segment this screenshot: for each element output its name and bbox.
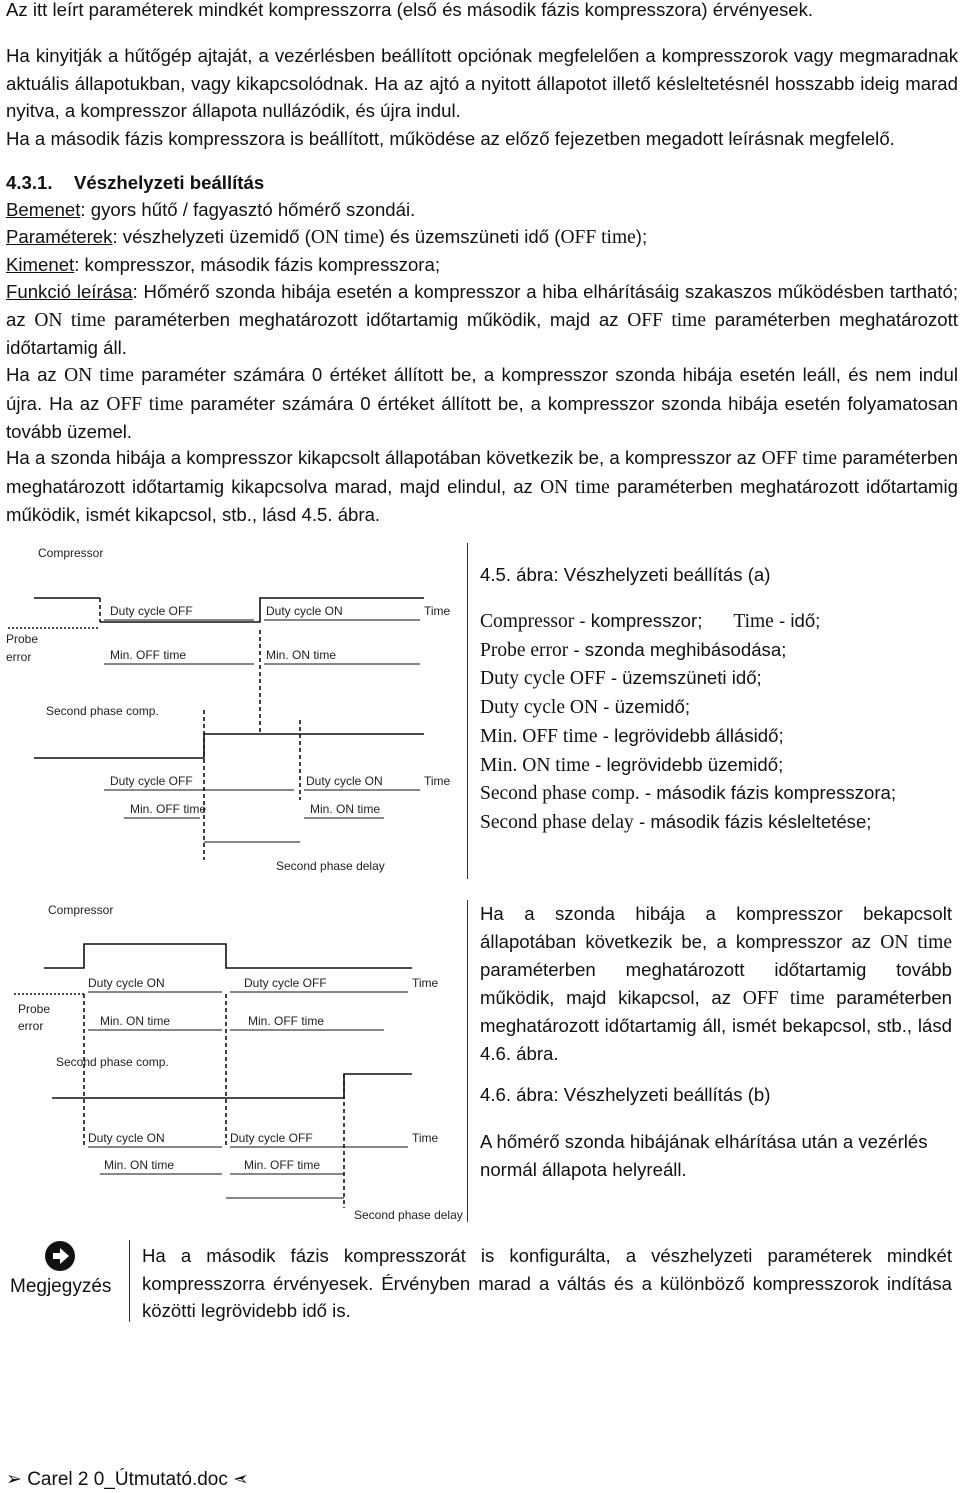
legend-desc: - második fázis kompresszora; bbox=[639, 782, 897, 804]
input-text: : gyors hűtő / fagyasztó hőmérő szondái. bbox=[80, 199, 416, 220]
legend-item bbox=[480, 636, 960, 665]
probe-error-label: error bbox=[18, 1019, 44, 1033]
duty-cycle-off-label: Duty cycle OFF bbox=[230, 1131, 313, 1145]
legend-desc: - legrövidebb üzemidő; bbox=[589, 753, 784, 775]
params-label: Paraméterek bbox=[6, 226, 113, 247]
note-text: Ha a második fázis kompresszorát is konfigurálta, a vészhelyzeti paraméterek mindkét kompresszorra érvényesek. Érvényben marad a váltás és a különböző kompresszorok indítása közötti legrövidebb idő is. bbox=[142, 1245, 952, 1321]
on-time-term: ON time bbox=[310, 227, 379, 248]
figure-a-legend bbox=[480, 607, 960, 837]
params-text: : vészhelyzeti üzemidő ( bbox=[112, 226, 311, 247]
zero-value-paragraph bbox=[6, 361, 958, 446]
legend-term: Duty cycle ON bbox=[480, 697, 599, 719]
min-on-time-label: Min. ON time bbox=[104, 1158, 175, 1172]
params-line bbox=[6, 223, 958, 252]
legend-desc: - üzemidő; bbox=[598, 696, 691, 718]
footer bbox=[6, 1468, 249, 1491]
paragraph-text: Ha a szonda hibája a kompresszor bekapcsolt állapotában következik be, a kompresszor az bbox=[480, 903, 952, 952]
duty-cycle-on-label: Duty cycle ON bbox=[88, 976, 165, 990]
legend-desc: - üzemszüneti idő; bbox=[605, 667, 762, 689]
on-time-term: ON time bbox=[540, 476, 610, 498]
duty-cycle-off-label: Duty cycle OFF bbox=[110, 604, 193, 618]
legend-item bbox=[480, 779, 960, 808]
time-label: Time bbox=[424, 774, 451, 788]
time-label: Time bbox=[412, 976, 439, 990]
legend-term: Time bbox=[733, 611, 774, 632]
paragraph-text: paraméter számára 0 értéket állított be, a kompresszor szonda hibája esetén folyamatosan tovább üzemel. bbox=[6, 392, 959, 442]
second-phase-comp-label: Second phase comp. bbox=[56, 1055, 169, 1069]
function-paragraph bbox=[6, 278, 958, 362]
paragraph-text: Ha a szonda hibája a kompresszor kikapcsolt állapotában következik be, a kompresszor az bbox=[6, 447, 762, 468]
legend-term: Duty cycle OFF bbox=[480, 668, 606, 690]
legend-term: Min. OFF time bbox=[480, 725, 598, 747]
figure-b-timing-diagram bbox=[4, 898, 464, 1224]
legend-item bbox=[480, 664, 960, 693]
on-time-term: ON time bbox=[64, 365, 134, 386]
time-label: Time bbox=[424, 604, 451, 618]
section-heading bbox=[6, 169, 264, 196]
min-on-time-label: Min. ON time bbox=[266, 648, 337, 662]
legend-term: Second phase comp. bbox=[480, 783, 640, 805]
figure-a-timing-diagram bbox=[4, 540, 464, 880]
figure-a-caption: 4.5. ábra: Vészhelyzeti beállítás (a) bbox=[480, 564, 771, 585]
intro-paragraph-2: Ha kinyitják a hűtőgép ajtaját, a vezérlésben beállított opciónak megfelelően a kompresszorok vagy megmaradnak aktuális állapotukban, vagy kikapcsolódnak. Ha az ajtó a nyitott állapotot illető késleltetésnél hosszabb ideig marad nyitva, a kompresszor állapota nullázódik, és újra indul. bbox=[6, 45, 958, 121]
paragraph-text: paraméterben meghatározott időtartamig kikapcsolva marad, majd elindul, az bbox=[6, 447, 959, 497]
arrow-right-circle-icon bbox=[44, 1240, 76, 1272]
legend-desc: - kompresszor; bbox=[574, 610, 703, 631]
intro-line-3: Ha a második fázis kompresszora is beállított, működése az előző fejezetben megadott leírásnak megfelelő. bbox=[6, 128, 895, 149]
function-text: : Hőmérő szonda hibája esetén a kompresszor a hiba elhárításáig szakaszos működésben tartható; az bbox=[6, 281, 958, 330]
min-off-time-label: Min. OFF time bbox=[248, 1014, 325, 1028]
compressor-label: Compressor bbox=[48, 903, 114, 917]
on-time-term: ON time bbox=[880, 931, 952, 953]
legend-item bbox=[480, 607, 960, 636]
second-phase-delay-label: Second phase delay bbox=[354, 1208, 463, 1222]
legend-item bbox=[480, 693, 960, 722]
input-label: Bemenet bbox=[6, 199, 81, 220]
duty-cycle-off-label: Duty cycle OFF bbox=[110, 774, 193, 788]
min-off-time-label: Min. OFF time bbox=[110, 648, 187, 662]
duty-cycle-off-label: Duty cycle OFF bbox=[244, 976, 327, 990]
probe-error-label: Probe bbox=[18, 1002, 51, 1016]
legend-item bbox=[480, 808, 960, 837]
legend-term: Second phase delay bbox=[480, 811, 634, 833]
section-title: Vészhelyzeti beállítás bbox=[74, 172, 265, 193]
compressor-label: Compressor bbox=[38, 546, 104, 560]
figure-b-description bbox=[480, 900, 952, 1067]
footer-arrow-right-icon: ➣ bbox=[233, 1469, 250, 1490]
output-label: Kimenet bbox=[6, 254, 75, 275]
min-off-time-label: Min. OFF time bbox=[130, 802, 207, 816]
paragraph-text: paraméter számára 0 értéket állított be, a kompresszor szonda hibája esetén leáll, és nem indul újra. Ha az bbox=[6, 364, 958, 414]
min-off-time-label: Min. OFF time bbox=[244, 1158, 321, 1172]
figure-b-after-text: A hőmérő szonda hibájának elhárítása után a vezérlés normál állapota helyreáll. bbox=[480, 1131, 928, 1180]
on-time-term: ON time bbox=[34, 309, 106, 331]
legend-term: Min. ON time bbox=[480, 754, 590, 776]
second-phase-comp-label: Second phase comp. bbox=[46, 704, 159, 718]
paragraph-text: paraméterben meghatározott időtartamig tovább működik, majd kikapcsol, az bbox=[480, 959, 952, 1008]
time-label: Time bbox=[412, 1131, 439, 1145]
legend-desc: - szonda meghibásodása; bbox=[568, 638, 787, 660]
off-time-term: OFF time bbox=[560, 227, 636, 248]
footer-filename: Carel 2 0_Útmutató.doc bbox=[27, 1469, 228, 1490]
paragraph-text: Ha az bbox=[6, 364, 65, 385]
off-time-term: OFF time bbox=[761, 448, 837, 469]
output-line bbox=[6, 251, 958, 279]
duty-cycle-on-label: Duty cycle ON bbox=[88, 1131, 165, 1145]
min-on-time-label: Min. ON time bbox=[310, 802, 381, 816]
section-number: 4.3.1. bbox=[6, 172, 53, 193]
params-text: ) és üzemszüneti idő ( bbox=[378, 226, 561, 247]
legend-item bbox=[480, 751, 960, 780]
input-line bbox=[6, 196, 958, 224]
figure-divider bbox=[467, 543, 468, 879]
function-text: paraméterben meghatározott időtartamig áll. bbox=[6, 308, 958, 358]
figure-divider bbox=[467, 900, 468, 1222]
legend-desc: - második fázis késleltetése; bbox=[633, 810, 872, 832]
legend-term: Probe error bbox=[480, 639, 569, 661]
second-phase-delay-label: Second phase delay bbox=[276, 859, 385, 873]
probe-error-label: Probe bbox=[6, 632, 39, 646]
duty-cycle-on-label: Duty cycle ON bbox=[306, 774, 383, 788]
off-time-term: OFF time bbox=[742, 987, 825, 1009]
function-text: paraméterben meghatározott időtartamig működik, majd az bbox=[105, 308, 628, 330]
figure-b-svg bbox=[4, 898, 464, 1224]
paragraph-text: paraméterben meghatározott időtartamig működik, ismét kikapcsol, stb., lásd 4.5. ábra. bbox=[6, 475, 958, 525]
off-time-term: OFF time bbox=[627, 309, 706, 331]
figure-b-caption: 4.6. ábra: Vészhelyzeti beállítás (b) bbox=[480, 1084, 771, 1105]
min-on-time-label: Min. ON time bbox=[100, 1014, 171, 1028]
duty-cycle-on-label: Duty cycle ON bbox=[266, 604, 343, 618]
legend-item bbox=[480, 722, 960, 751]
function-label: Funkció leírása bbox=[6, 281, 133, 302]
legend-desc: - legrövidebb állásidő; bbox=[597, 724, 784, 746]
note-label: Megjegyzés bbox=[10, 1276, 112, 1297]
footer-arrow-left-icon: ➢ bbox=[6, 1469, 22, 1490]
output-text: : kompresszor, második fázis kompresszora; bbox=[74, 254, 441, 275]
figure-a-svg bbox=[4, 540, 464, 880]
legend-term: Compressor bbox=[480, 611, 575, 632]
note-divider bbox=[129, 1240, 130, 1322]
paragraph-text: paraméterben meghatározott időtartamig áll, ismét bekapcsol, stb., lásd 4.6. ábra. bbox=[480, 986, 952, 1064]
params-text: ); bbox=[635, 226, 648, 247]
off-time-term: OFF time bbox=[106, 393, 184, 415]
off-state-paragraph bbox=[6, 444, 958, 529]
intro-line-1: Az itt leírt paraméterek mindkét kompresszorra (első és második fázis kompresszora) érvényesek. bbox=[6, 0, 814, 20]
legend-desc: - idő; bbox=[773, 610, 821, 631]
probe-error-label: error bbox=[6, 650, 32, 664]
